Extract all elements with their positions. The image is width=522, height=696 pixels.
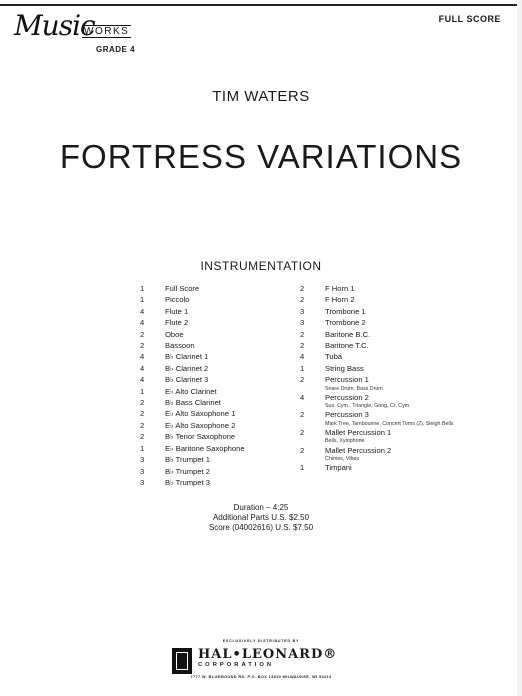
instrument-part-name: B♭ Tenor Saxophone — [165, 432, 236, 442]
instrument-part-cell — [325, 351, 490, 362]
instrument-part-cell — [325, 374, 490, 392]
instrument-part-name: B♭ Bass Clarinet — [165, 398, 221, 408]
instrument-note: Mark Tree, Tambourine, Concert Toms (2), Sleigh Bells — [325, 420, 454, 427]
instrument-part-name: Flute 2 — [165, 318, 189, 328]
instrument-quantity: 1 — [300, 363, 305, 373]
instrument-part-name: Trombone 2 — [325, 318, 366, 328]
instrument-quantity: 1 — [140, 386, 145, 396]
instrument-row — [140, 431, 310, 442]
instrument-part-cell — [325, 306, 490, 317]
instrument-quantity: 2 — [140, 420, 145, 430]
instrument-quantity: 3 — [140, 455, 145, 465]
instrument-quantity: 3 — [140, 466, 145, 476]
instrument-quantity: 3 — [140, 477, 145, 487]
instrument-part-name: E♭ Alto Saxophone 2 — [165, 420, 236, 430]
instrument-quantity: 1 — [140, 284, 145, 293]
instrument-note: Snare Drum, Bass Drum — [325, 385, 383, 392]
instrument-part-cell — [165, 397, 310, 408]
instrument-part-cell — [325, 340, 490, 351]
instrument-quantity: 2 — [300, 410, 305, 420]
publisher-name: HAL•LEONARD® — [198, 647, 338, 662]
duration-text: Duration – 4:25 — [233, 503, 289, 512]
logo-works-text: WORKS — [84, 26, 130, 37]
top-rule — [0, 4, 522, 6]
instrument-part-cell — [325, 462, 490, 473]
instrument-part-cell — [165, 477, 310, 488]
instrument-part-cell — [325, 363, 490, 374]
instrument-part-name: Percussion 3 — [325, 410, 369, 420]
instrument-part-cell — [165, 317, 310, 328]
instrument-row — [140, 443, 310, 454]
instrument-part-name: Flute 1 — [165, 306, 189, 316]
instrument-row — [140, 408, 310, 419]
instrument-part-name: Full Score — [165, 284, 200, 293]
instrument-quantity: 4 — [300, 392, 305, 402]
instrument-part-cell — [165, 454, 310, 465]
instrument-part-cell — [165, 386, 310, 397]
piece-title: FORTRESS VARIATIONS — [59, 138, 463, 175]
instrument-row — [300, 294, 490, 305]
instrument-row — [300, 329, 490, 340]
instrument-part-name: String Bass — [325, 363, 364, 373]
instrument-part-cell — [165, 466, 310, 477]
instrument-quantity: 4 — [140, 352, 145, 362]
instrument-part-name: B♭ Trumpet 2 — [165, 466, 210, 476]
publisher-address: 7777 W. BLUEMOUND RD. P.O. BOX 13819 MILWAUKEE, WI 53213 — [190, 675, 332, 679]
instrument-part-name: Mallet Percussion 1 — [325, 428, 392, 438]
instrument-quantity: 2 — [140, 432, 145, 442]
publisher-corp: CORPORATION — [198, 662, 275, 668]
instrument-part-cell — [165, 283, 310, 294]
instrument-part-name: F Horn 2 — [325, 295, 355, 305]
instrument-row — [300, 351, 490, 362]
instrument-part-name: E♭ Alto Saxophone 1 — [165, 409, 236, 419]
instrument-part-cell — [165, 431, 310, 442]
instrument-row — [140, 374, 310, 385]
instrument-row — [140, 397, 310, 408]
instrument-part-cell — [325, 409, 490, 427]
score-price: Score (04002616) U.S. $7.50 — [208, 523, 314, 532]
instrument-row — [140, 329, 310, 340]
instrument-quantity: 4 — [140, 306, 145, 316]
instrument-row — [300, 445, 490, 463]
instrument-row — [300, 317, 490, 328]
instrument-part-name: Percussion 1 — [325, 375, 369, 385]
instrument-row — [140, 317, 310, 328]
instrument-part-cell — [165, 329, 310, 340]
instrument-quantity: 2 — [300, 375, 305, 385]
instrument-part-name: B♭ Clarinet 2 — [165, 363, 209, 373]
composer-name: TIM WATERS — [212, 88, 310, 105]
instrument-part-cell — [165, 420, 310, 431]
instrument-quantity: 2 — [140, 398, 145, 408]
additional-parts-price: Additional Parts U.S. $2.50 — [212, 513, 310, 522]
instrument-part-name: Timpani — [325, 463, 352, 473]
instrument-part-name: F Horn 1 — [325, 284, 355, 293]
full-score-label: FULL SCORE — [438, 14, 501, 24]
instrument-part-cell — [325, 317, 490, 328]
instrument-row — [140, 294, 310, 305]
instrument-part-name: B♭ Trumpet 1 — [165, 455, 210, 465]
musicworks-logo — [14, 11, 154, 57]
pricing-block — [0, 503, 522, 533]
instrument-part-name: E♭ Baritone Saxophone — [165, 443, 245, 453]
instrument-row — [140, 477, 310, 488]
instrument-quantity: 4 — [140, 375, 145, 385]
instrument-row — [300, 306, 490, 317]
instrument-quantity: 3 — [300, 306, 305, 316]
instrument-list-left — [140, 283, 310, 488]
instrument-note: Chimes, Vibes — [325, 456, 360, 463]
hal-leonard-badge-icon — [172, 648, 192, 674]
instrument-part-name: Mallet Percussion 2 — [325, 445, 392, 455]
distributed-by-label: EXCLUSIVELY DISTRIBUTED BY — [222, 639, 300, 643]
instrument-row — [140, 351, 310, 362]
instrument-row — [300, 427, 490, 445]
instrument-quantity: 2 — [140, 409, 145, 419]
instrument-quantity: 2 — [300, 428, 305, 438]
instrument-part-cell — [325, 427, 490, 445]
instrument-row — [300, 409, 490, 427]
instrument-row — [300, 363, 490, 374]
instrument-note: Sus. Cym., Triangle, Gong, Cr. Cym. — [325, 403, 411, 410]
instrument-part-name: Oboe — [165, 329, 184, 339]
instrument-row — [140, 454, 310, 465]
instrument-row — [140, 283, 310, 294]
instrument-quantity: 2 — [140, 341, 145, 351]
instrument-quantity: 1 — [140, 295, 145, 305]
instrument-part-name: Trombone 1 — [325, 306, 366, 316]
instrument-part-name: Percussion 2 — [325, 392, 369, 402]
instrument-part-cell — [165, 363, 310, 374]
instrumentation-heading: INSTRUMENTATION — [200, 259, 322, 273]
instrument-row — [300, 340, 490, 351]
grade-label: GRADE 4 — [96, 45, 136, 54]
instrument-quantity: 2 — [300, 445, 305, 455]
instrument-part-cell — [165, 294, 310, 305]
instrument-part-cell — [325, 392, 490, 410]
instrument-part-cell — [325, 329, 490, 340]
instrument-quantity: 1 — [140, 443, 145, 453]
instrument-part-cell — [165, 306, 310, 317]
instrument-part-cell — [165, 351, 310, 362]
instrument-part-cell — [325, 294, 490, 305]
instrument-part-name: Bassoon — [165, 341, 195, 351]
instrument-part-name: B♭ Trumpet 3 — [165, 477, 210, 487]
instrument-part-cell — [165, 408, 310, 419]
instrument-quantity: 4 — [140, 318, 145, 328]
instrument-part-name: Baritone T.C. — [325, 341, 369, 351]
instrument-row — [140, 363, 310, 374]
instrument-part-name: Piccolo — [165, 295, 190, 305]
instrument-row — [300, 392, 490, 410]
instrument-quantity: 2 — [300, 284, 305, 293]
instrument-row — [140, 466, 310, 477]
instrument-part-cell — [165, 340, 310, 351]
instrument-quantity: 2 — [300, 341, 305, 351]
instrument-quantity: 4 — [140, 363, 145, 373]
instrument-row — [140, 386, 310, 397]
instrument-row — [300, 283, 490, 294]
instrument-part-cell — [165, 374, 310, 385]
instrument-part-cell — [165, 443, 310, 454]
instrument-note: Bells, Xylophone — [325, 438, 365, 445]
instrument-part-name: Baritone B.C. — [325, 329, 371, 339]
logo-script-text: Music — [14, 9, 95, 42]
instrument-part-cell — [325, 445, 490, 463]
instrument-row — [300, 374, 490, 392]
instrument-quantity: 3 — [300, 318, 305, 328]
instrument-quantity: 4 — [300, 352, 305, 362]
instrument-row — [140, 306, 310, 317]
instrument-row — [140, 420, 310, 431]
instrument-row — [140, 340, 310, 351]
instrument-quantity: 2 — [300, 295, 305, 305]
instrument-row — [300, 462, 490, 473]
instrument-quantity: 1 — [300, 463, 305, 473]
instrument-part-name: Tuba — [325, 352, 343, 362]
instrument-quantity: 2 — [300, 329, 305, 339]
instrument-part-cell — [325, 283, 490, 294]
instrument-part-name: B♭ Clarinet 1 — [165, 352, 209, 362]
instrument-part-name: B♭ Clarinet 3 — [165, 375, 209, 385]
instrument-quantity: 2 — [140, 329, 145, 339]
instrument-list-right — [300, 283, 490, 474]
instrument-part-name: E♭ Alto Clarinet — [165, 386, 217, 396]
